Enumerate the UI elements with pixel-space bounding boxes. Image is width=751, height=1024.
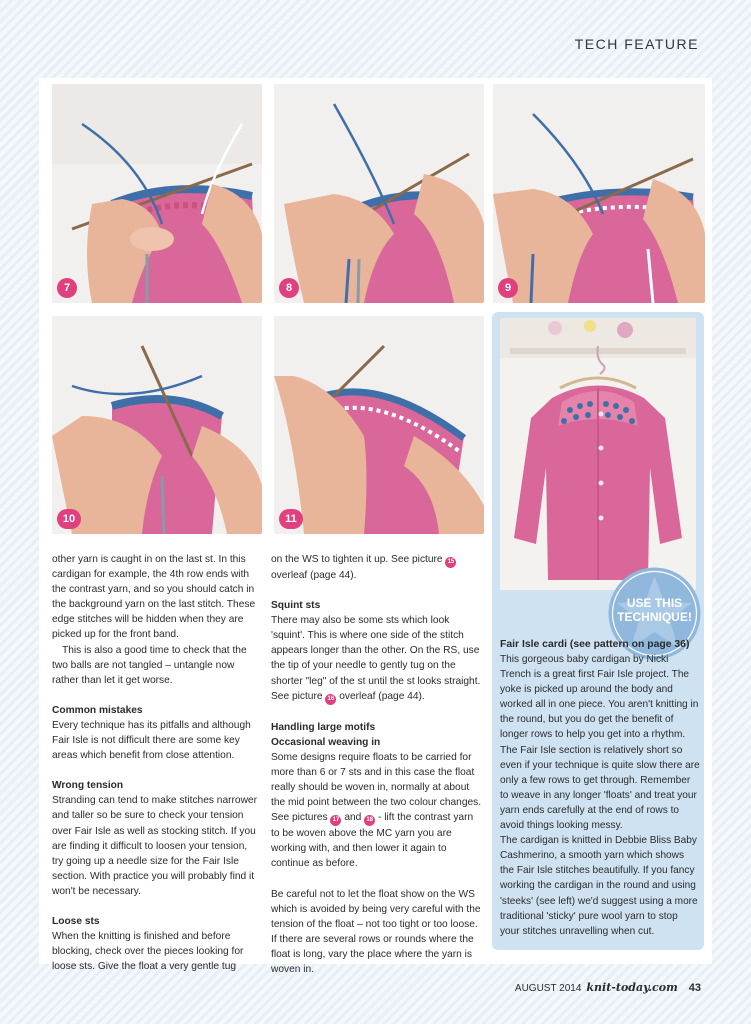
step-number-badge: 11 (279, 509, 303, 529)
knitting-illustration (274, 316, 484, 534)
step-number-badge: 8 (279, 278, 299, 298)
text-run: and (344, 812, 362, 824)
step-number-badge: 9 (498, 278, 518, 298)
text-column-1 (52, 552, 260, 974)
badge-line-1: USE THIS (626, 596, 683, 610)
cardigan-illustration (500, 318, 696, 590)
paragraph: Be careful not to let the float show on the WS which is avoided by being very careful with the tension of the float – not too tight or too loose. If there are several rows or rounds where the float is long, vary the place where the yarn is woven in. (271, 888, 481, 975)
subheading-weaving-in: Occasional weaving in (271, 736, 381, 748)
paragraph: When the knitting is finished and before blocking, check over the pieces looking for loose sts. Give the float a very gentle tug (52, 931, 244, 973)
sidebar-text (500, 638, 700, 939)
text-column-2 (271, 552, 483, 977)
picture-ref-badge: 16 (325, 694, 336, 705)
badge-text (607, 596, 702, 624)
photo-step-7 (52, 84, 262, 303)
picture-ref-badge: 15 (445, 557, 456, 568)
subheading-squint-sts: Squint sts (271, 600, 321, 612)
photo-step-9 (493, 84, 705, 303)
text-run: - lift the contrast yarn to be woven above the MC yarn you are working with, and then lower it again to continue as before. (271, 812, 474, 870)
text-run: on the WS to tighten it up. See picture (271, 554, 443, 565)
paragraph: This is also a good time to check that the two balls are not tangled – untangle now rather than let it get worse. (52, 644, 247, 686)
picture-ref-badge: 18 (364, 815, 375, 826)
photo-step-11 (274, 316, 484, 534)
knitting-illustration (52, 84, 262, 303)
photo-step-10 (52, 316, 262, 534)
paragraph (271, 552, 483, 583)
knitting-illustration (493, 84, 705, 303)
photo-step-8 (274, 84, 484, 303)
text-run: Some designs require floats to be carried for more than 6 or 7 sts and in this case the float really should be woven in, normally at about the mid point between the two colour changes. See pictures (271, 751, 482, 824)
step-number-badge: 10 (57, 509, 81, 529)
cardigan-photo (500, 318, 696, 590)
paragraph: This gorgeous baby cardigan by Nicki Trench is a great first Fair Isle project. The yoke is picked up around the body and worked all in one piece. You aren't knitting in the round, but you do get the benefit of longer rows to help you get into a rhythm. The Fair Isle section is relatively short so even if your technique is quite slow there are only a few rows to get through. Remember to weave in any longer 'floats' and treat your yarn ends carefully at the end of rows to avoid things looking messy. (500, 654, 700, 832)
badge-line-2: TECHNIQUE! (617, 610, 692, 624)
subheading-common-mistakes: Common mistakes (52, 704, 143, 716)
subheading-loose-sts: Loose sts (52, 915, 100, 927)
text-run: There may also be some sts which look 'squint'. This is where one side of the stitch appears longer than the other. On the RS, use the tip of your needle to gently tug on the shorter "leg" of the st until the st looks straight. See picture (271, 615, 481, 702)
section-title: TECH FEATURE (574, 36, 699, 52)
subheading-wrong-tension: Wrong tension (52, 780, 124, 792)
site-name: knit-today.com (586, 981, 678, 994)
paragraph: The cardigan is knitted in Debbie Bliss Baby Cashmerino, a smooth yarn which shows the Fair Isle stitches beautifully. If you fancy working the cardigan in the round and using 'steeks' (see left) we'd suggest using a more traditional 'sticky' pure wool yarn to stop your stitches unravelling when cut. (500, 835, 698, 937)
knitting-illustration (274, 84, 484, 303)
header-band (0, 0, 751, 78)
page-footer (515, 981, 701, 994)
paragraph (271, 750, 483, 872)
knitting-illustration (52, 316, 262, 534)
subheading-large-motifs: Handling large motifs (271, 721, 376, 733)
paragraph: other yarn is caught in on the last st. In this cardigan for example, the 4th row ends with the contrast yarn, and so you should catch in the background yarn on the last stitch. These edge stitches will be hidden when they are picked up for the front band. (52, 554, 256, 641)
text-run: overleaf (page 44). (271, 570, 357, 581)
picture-ref-badge: 17 (330, 815, 341, 826)
text-run: overleaf (page 44). (339, 690, 425, 702)
page-number: 43 (688, 982, 701, 994)
issue-date: AUGUST 2014 (514, 983, 582, 994)
sidebar-title: Fair Isle cardi (see pattern on page 36) (500, 639, 690, 650)
paragraph (271, 613, 483, 704)
paragraph: Every technique has its pitfalls and although Fair Isle is not difficult there are some key areas which benefit from close attention. (52, 719, 251, 762)
step-number-badge: 7 (57, 278, 77, 298)
paragraph: Stranding can tend to make stitches narrower and taller so be sure to check your tension over Fair Isle as well as stocking stitch. If you are finding it difficult to loosen your tension, try going up a needle size for the Fair Isle section. With practice you will probably find it won't be necessary. (52, 795, 257, 897)
